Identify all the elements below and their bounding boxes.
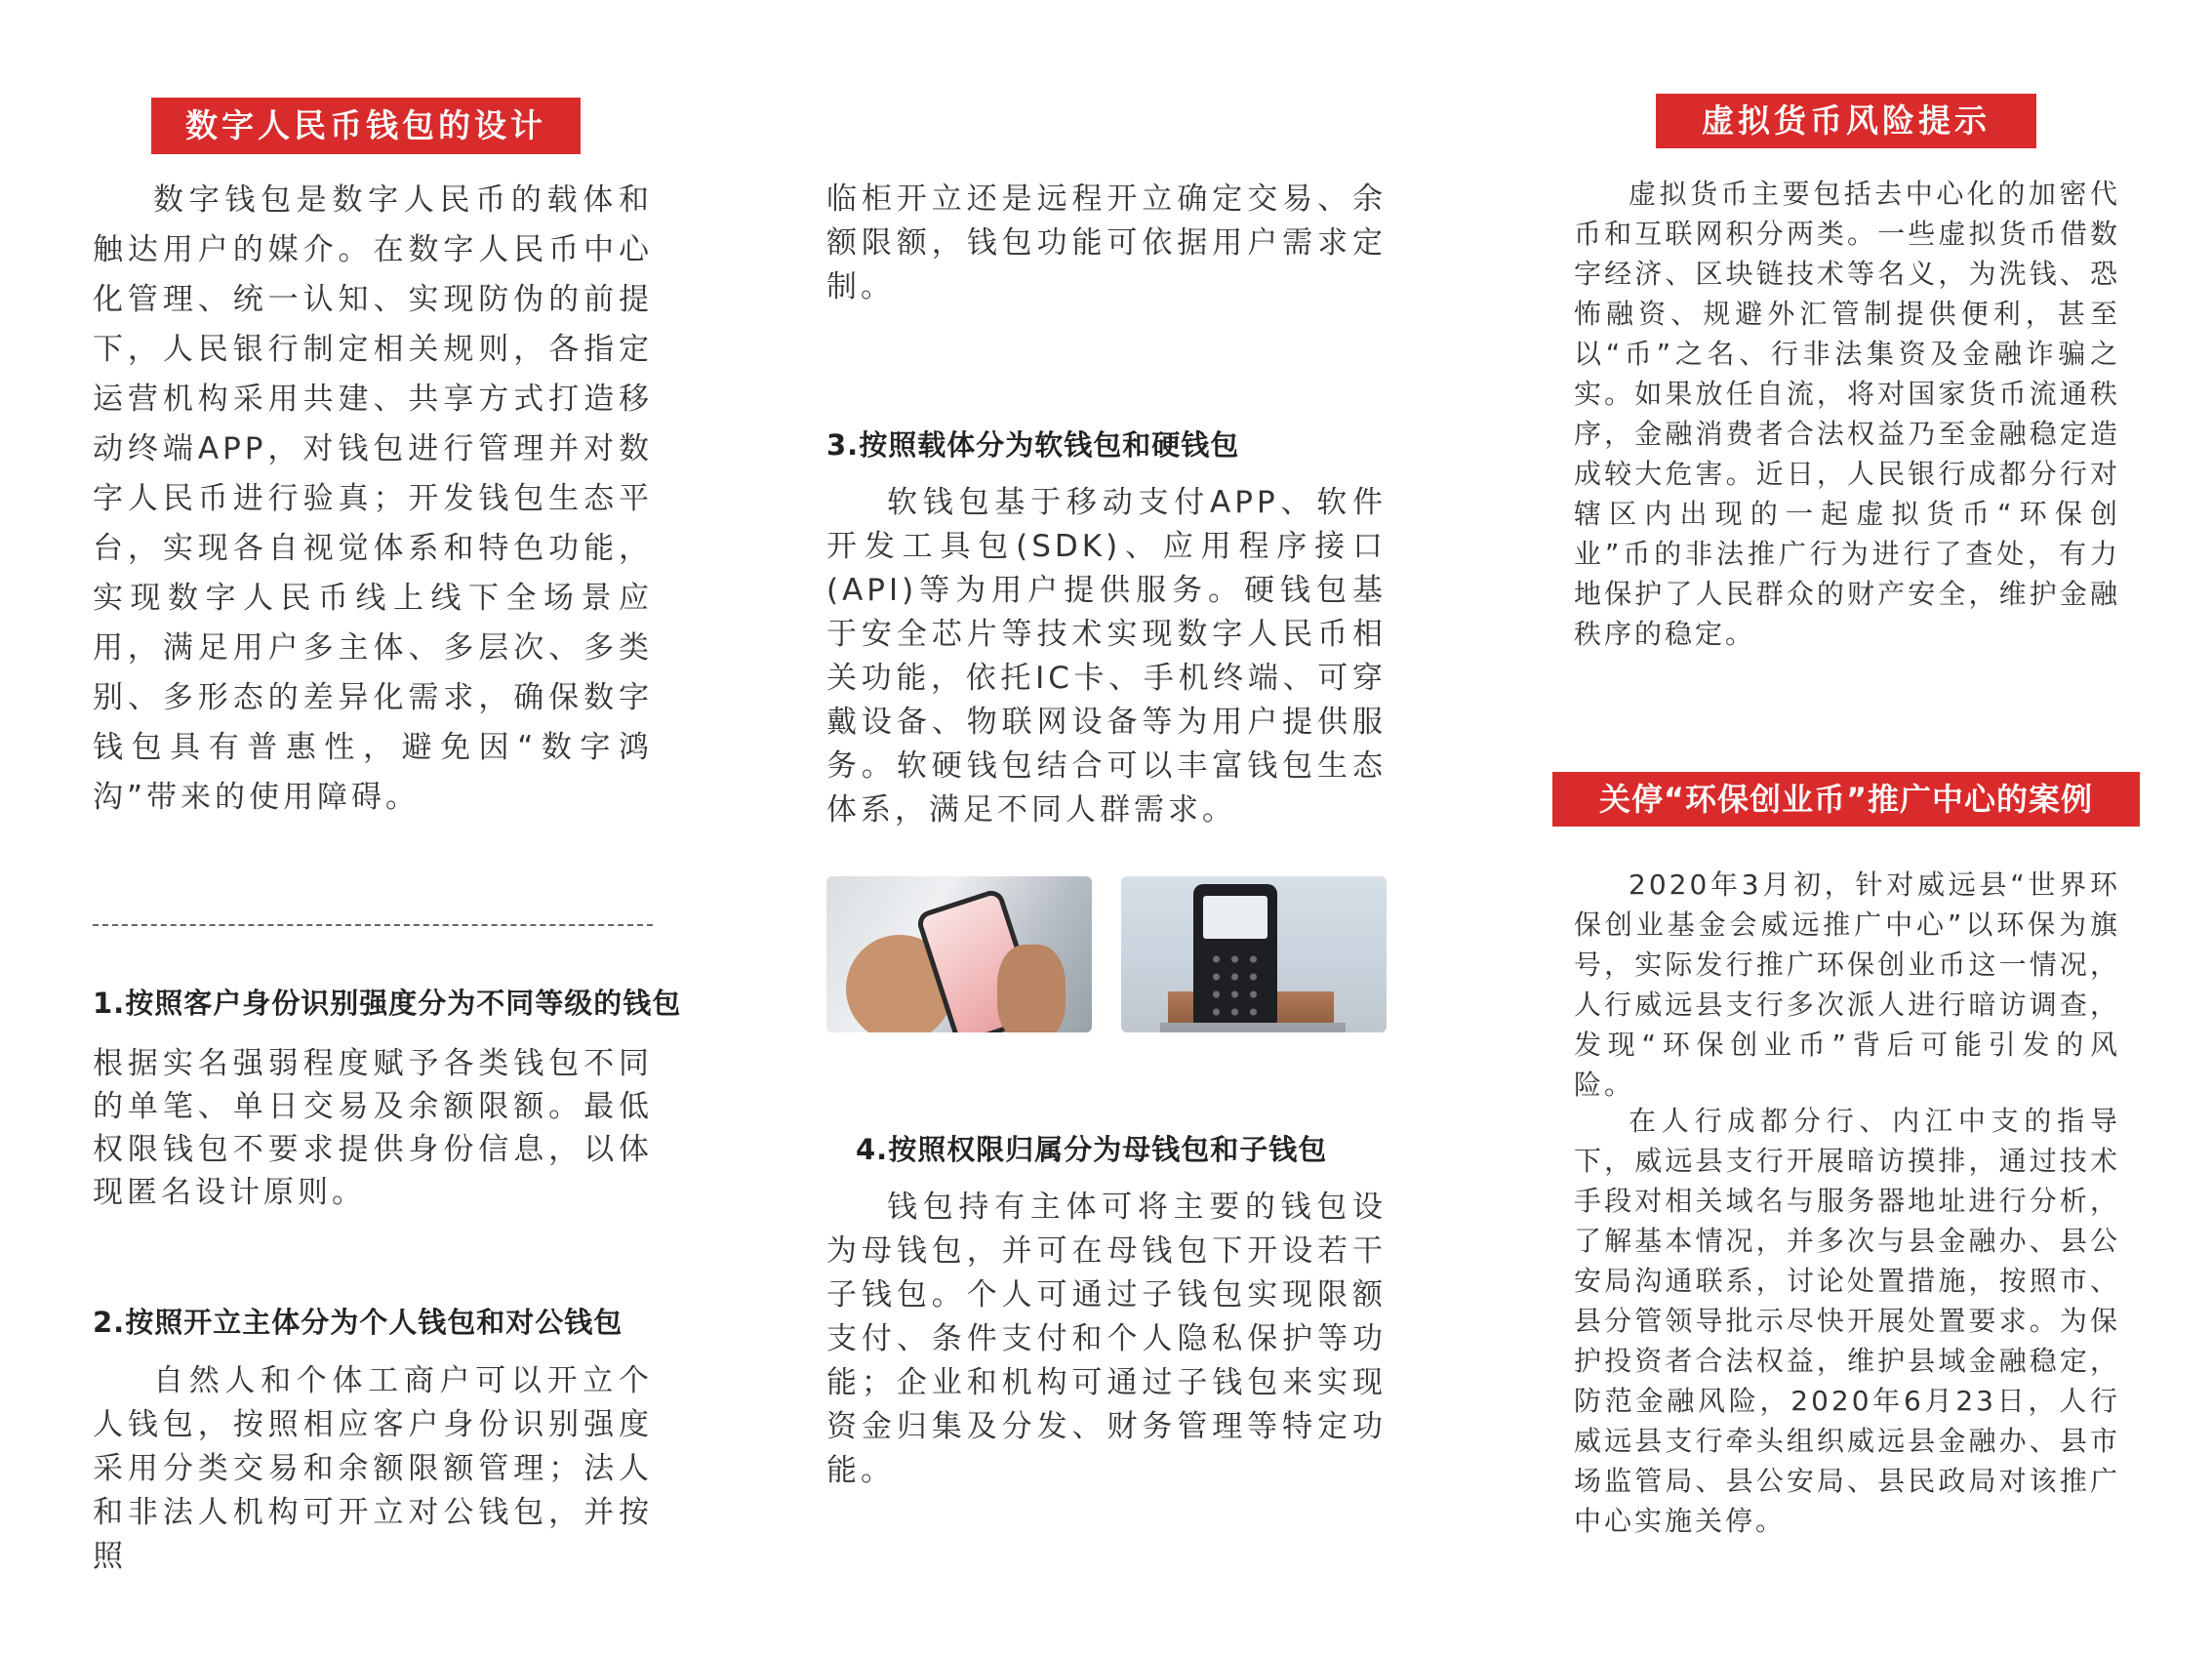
wallet-design-intro: 数字钱包是数字人民币的载体和触达用户的媒介。在数字人民币中心化管理、统一认知、实现防伪的前提下，人民银行制定相关规则，各指定运营机构采用共建、共享方式打造移动终端APP，对钱包进行管理并对数字人民币进行验真；开发钱包生态平台，实现各自视觉体系和特色功能，实现数字人民币线上线下全场景应用，满足用户多主体、多层次、多类别、多形态的差异化需求，确保数字钱包具有普惠性，避免因“数字鸿沟”带来的使用障碍。 <box>93 182 653 815</box>
keypad-icon <box>1207 950 1264 1021</box>
dashed-divider <box>93 924 653 926</box>
device-display <box>1203 896 1267 939</box>
case-paragraph-2: 在人行成都分行、内江中支的指导下，威远县支行开展暗访摸排，通过技术手段对相关域名与服务器地址进行分析，了解基本情况，并多次与县金融办、县公安局沟通联系，讨论处置措施，按照市、县分管领导批示尽快开展处置要求。为保护投资者合法权益，维护县域金融稳定，防范金融风险，2020年6月23日，人行威远县支行牵头组织威远县金融办、县市场监管局、县公安局、县民政局对该推广中心实施关停。 <box>1574 1105 2120 1537</box>
section3-body: 软钱包基于移动支付APP、软件开发工具包(SDK)、应用程序接口(API)等为用户提供服务。硬钱包基于安全芯片等技术实现数字人民币相关功能，依托IC卡、手机终端、可穿戴设备、物联网设备等为用户提供服务。软硬钱包结合可以丰富钱包生态体系，满足不同人群需求。 <box>826 485 1387 828</box>
section1-title: 1.按照客户身份识别强度分为不同等级的钱包 <box>93 987 682 1020</box>
device-base <box>1160 1023 1346 1032</box>
section-banner-wallet-design: 数字人民币钱包的设计 <box>151 98 581 154</box>
section3-title: 3.按照载体分为软钱包和硬钱包 <box>826 428 1240 462</box>
section-banner-case: 关停“环保创业币”推广中心的案例 <box>1552 772 2140 827</box>
hand-shape <box>997 945 1066 1032</box>
section2-body: 自然人和个体工商户可以开立个人钱包，按照相应客户身份识别强度采用分类交易和余额限额管理；法人和非法人机构可开立对公钱包，并按照 <box>93 1363 653 1574</box>
card-device-icon <box>1193 884 1277 1030</box>
soft-wallet-photo <box>826 876 1092 1032</box>
section-banner-crypto-risk: 虚拟货币风险提示 <box>1656 94 2036 148</box>
continued-text: 临柜开立还是远程开立确定交易、余额限额，钱包功能可依据用户需求定制。 <box>826 182 1387 304</box>
case-paragraph-1: 2020年3月初，针对威远县“世界环保创业基金会威远推广中心”以环保为旗号，实际发行推广环保创业币这一情况，人行威远县支行多次派人进行暗访调查，发现“环保创业币”背后可能引发的风险。 <box>1574 868 2120 1101</box>
section2-title: 2.按照开立主体分为个人钱包和对公钱包 <box>93 1306 623 1339</box>
hard-wallet-photo <box>1121 876 1387 1032</box>
section4-title: 4.按照权限归属分为母钱包和子钱包 <box>856 1133 1328 1166</box>
crypto-risk-body: 虚拟货币主要包括去中心化的加密代币和互联网积分两类。一些虚拟货币借数字经济、区块链技术等名义，为洗钱、恐怖融资、规避外汇管制提供便利，甚至以“币”之名、行非法集资及金融诈骗之实。如果放任自流，将对国家货币流通秩序，金融消费者合法权益乃至金融稳定造成较大危害。近日，人民银行成都分行对辖区内出现的一起虚拟货币“环保创业”币的非法推广行为进行了查处，有力地保护了人民群众的财产安全，维护金融秩序的稳定。 <box>1574 178 2120 650</box>
section1-body: 根据实名强弱程度赋予各类钱包不同的单笔、单日交易及余额限额。最低权限钱包不要求提供身份信息，以体现匿名设计原则。 <box>93 1046 653 1210</box>
section4-body: 钱包持有主体可将主要的钱包设为母钱包，并可在母钱包下开设若干子钱包。个人可通过子钱包实现限额支付、条件支付和个人隐私保护等功能；企业和机构可通过子钱包来实现资金归集及分发、财务管理等特定功能。 <box>826 1190 1387 1488</box>
